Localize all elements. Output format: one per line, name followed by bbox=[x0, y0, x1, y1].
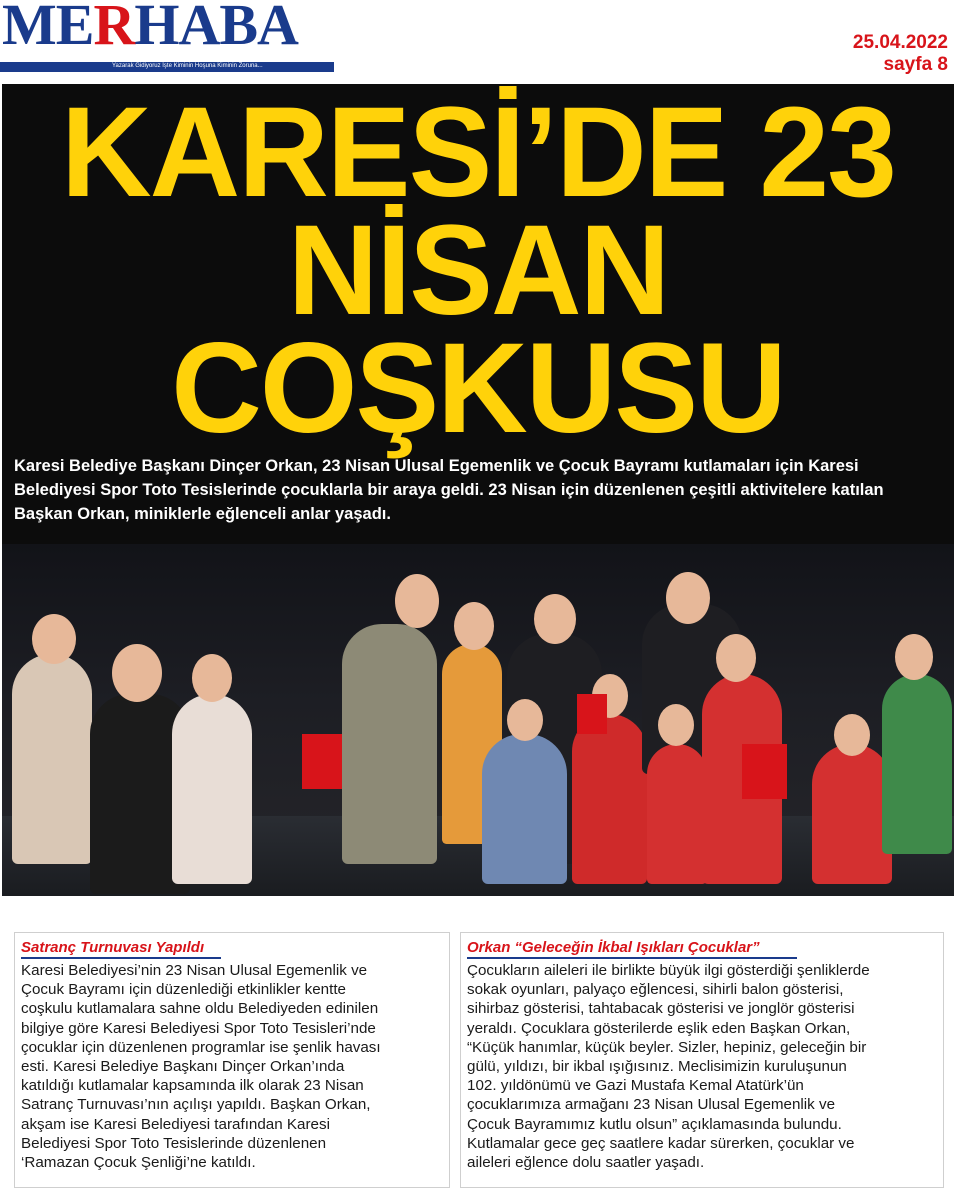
article-photo bbox=[2, 544, 954, 896]
photo-figure-head bbox=[32, 614, 76, 664]
photo-figure-head bbox=[534, 594, 576, 644]
photo-figure-head bbox=[834, 714, 870, 756]
turkish-flag-icon bbox=[577, 694, 607, 734]
page-number: sayfa 8 bbox=[883, 54, 948, 75]
issue-info bbox=[853, 32, 948, 76]
column-subheading: Orkan “Geleceğin İkbal Işıkları Çocuklar” bbox=[467, 939, 760, 956]
article-hero bbox=[2, 84, 954, 896]
headline-line-1: KARESİ’DE 23 bbox=[61, 84, 895, 224]
photo-figure-head bbox=[716, 634, 756, 682]
article-column-right bbox=[460, 932, 944, 1188]
newspaper-masthead bbox=[0, 0, 340, 78]
photo-figure-head bbox=[895, 634, 933, 680]
photo-figure-head bbox=[507, 699, 543, 741]
column-body-text: Çocukların aileleri ile birlikte büyük ilgi gösterdiği şenliklerde sokak oyunları, palyaço eğlencesi, sihirli balon gösterisi, sihirbaz gösterisi, tahtabacak gösterisi ve jonglör gösterisi yeraldı. Çocuklara gösterilerde eşlik eden Başkan Orkan, “Küçük hanımlar, küçük beyler. Sizler, hepiniz, geleceğin bir gülü, yıldızı, bir ikbal ışığısınız. Meclisimizin kuruluşunun 102. yıldönümü ve Gazi Mustafa Kemal Atatürk’ün çocuklarımıza armağanı 23 Nisan Ulusal Egemenlik ve Çocuk Bayramımız kutlu olsun” açıklamasında bulundu. Kutlamalar gece geç saatlere kadar sürerken, çocuklar ve aileleri eğlence dolu saatler yaşadı. bbox=[467, 962, 870, 1172]
headline-line-2: NİSAN COŞKUSU bbox=[171, 199, 785, 460]
column-body-text: Karesi Belediyesi’nin 23 Nisan Ulusal Egemenlik ve Çocuk Bayramı için düzenlediği etkinlikler kentte coşkulu kutlamalara sahne oldu Belediyeden edinilen bilgiye göre Karesi Belediyesi Spor Toto Tesisleri’nde çocuklar için düzenlenen programlar ise şenlik havası esti. Karesi Belediye Başkanı Dinçer Orkan’ında katıldığı kutlamalar kapsamında ilk olarak 23 Nisan Satranç Turnuvası’nın açılışı yapıldı. Başkan Orkan, akşam ise Karesi Belediyesi tarafından Karesi Belediyesi Spor Toto Tesislerinde düzenlenen ‘Ramazan Çocuk Şenliği’ne katıldı. bbox=[21, 962, 381, 1172]
photo-figure bbox=[342, 624, 437, 864]
photo-figure bbox=[572, 714, 647, 884]
issue-date: 25.04.2022 bbox=[852, 32, 948, 53]
turkish-flag-icon bbox=[742, 744, 787, 799]
photo-figure bbox=[647, 744, 707, 884]
photo-figure bbox=[12, 654, 92, 864]
newspaper-logo: MERHABA bbox=[2, 0, 298, 57]
article-spot: Karesi Belediye Başkanı Dinçer Orkan, 23 Nisan Ulusal Egemenlik ve Çocuk Bayramı kutlamaları için Karesi Belediyesi Spor Toto Tesislerinde çocuklarla bir araya geldi. 23 Nisan için düzenlenen çeşitli aktivitelere katılan Başkan Orkan, miniklerle eğlenceli anlar yaşadı. bbox=[14, 457, 884, 523]
photo-figure bbox=[882, 674, 952, 854]
turkish-flag-icon bbox=[302, 734, 342, 789]
photo-figure bbox=[482, 734, 567, 884]
article-headline bbox=[12, 84, 945, 460]
photo-figure-head bbox=[112, 644, 162, 702]
photo-figure-head bbox=[395, 574, 439, 628]
photo-figure bbox=[812, 744, 892, 884]
logo-slogan: Yazarak Gidiyoruz İşte Kiminin Hoşuna Kiminin Zoruna... bbox=[112, 63, 263, 69]
photo-figure-head bbox=[192, 654, 232, 702]
photo-figure-head bbox=[658, 704, 694, 746]
photo-figure-head bbox=[666, 572, 710, 624]
photo-figure bbox=[172, 694, 252, 884]
article-column-left bbox=[14, 932, 450, 1188]
column-subheading: Satranç Turnuvası Yapıldı bbox=[21, 939, 205, 956]
photo-figure-head bbox=[454, 602, 494, 650]
